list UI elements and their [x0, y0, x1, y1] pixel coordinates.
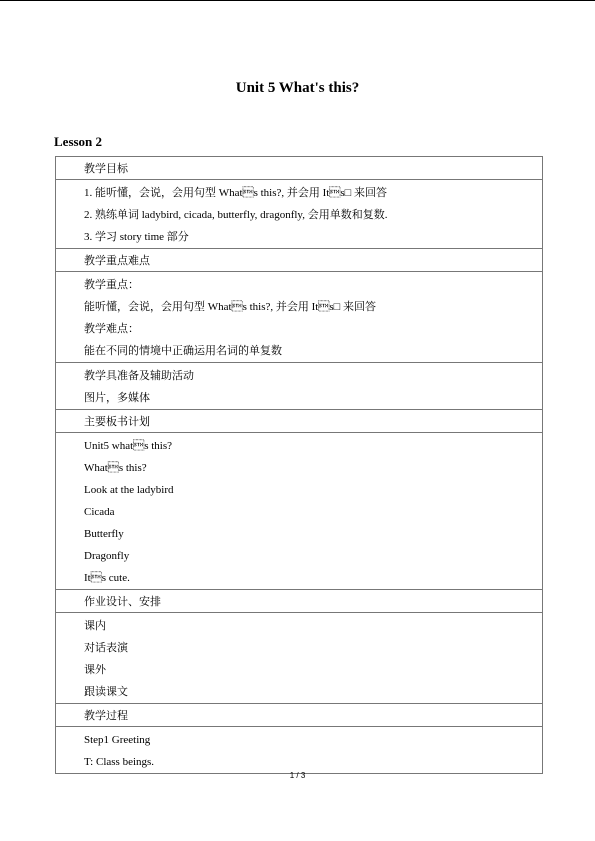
board-plan-line: Unit5 whats this? — [84, 440, 172, 452]
process-heading: 教学过程 — [56, 704, 543, 727]
process-body-row — [56, 727, 543, 774]
homework-line: 课内 — [84, 620, 106, 632]
homework-line: 对话表演 — [84, 642, 128, 654]
board-plan-body — [56, 433, 543, 590]
board-plan-line: Dragonfly — [84, 550, 130, 562]
top-rule — [0, 0, 595, 1]
key-point-line: 教学重点： — [84, 279, 139, 291]
key-point-line: 能在不同的情境中正确运用名词的单复数 — [84, 345, 282, 357]
objectives-body-row — [56, 180, 543, 249]
board-plan-line: Look at the ladybird — [84, 484, 174, 496]
homework-body-row — [56, 613, 543, 704]
key-points-body — [56, 272, 543, 363]
process-line: Step1 Greeting — [84, 734, 151, 746]
process-line: T: Class beings. — [84, 756, 155, 768]
materials-heading: 教学具准备及辅助活动 — [84, 370, 194, 382]
board-plan-header-row — [56, 410, 543, 433]
materials-row — [56, 363, 543, 410]
process-header-row — [56, 704, 543, 727]
key-points-header-row — [56, 249, 543, 272]
homework-header-row — [56, 590, 543, 613]
process-body — [56, 727, 543, 774]
objectives-body — [56, 180, 543, 249]
objective-line: 2. 熟练单词 ladybird, cicada, butterfly, dragonfly, 会用单数和复数. — [84, 209, 388, 221]
document-title: Unit 5 What's this? — [235, 80, 360, 96]
homework-line: 跟读课文 — [84, 686, 128, 698]
board-plan-body-row — [56, 433, 543, 590]
materials-line: 图片，多媒体 — [84, 392, 150, 404]
homework-body — [56, 613, 543, 704]
key-point-line: 教学难点： — [84, 323, 139, 335]
objective-line: 3. 学习 story time 部分 — [84, 231, 189, 243]
objectives-header-row — [56, 157, 543, 180]
board-plan-line: Its cute. — [84, 572, 130, 584]
materials-body — [56, 363, 543, 410]
board-plan-line: Whats this? — [84, 462, 147, 474]
key-points-heading: 教学重点难点 — [56, 249, 543, 272]
objective-line: 1. 能听懂，会说，会用句型 Whats this?, 并会用 Its□ 来回答 — [84, 187, 388, 199]
homework-heading: 作业设计、安排 — [56, 590, 543, 613]
board-plan-heading: 主要板书计划 — [56, 410, 543, 433]
page-number: 1 / 3 — [289, 771, 306, 780]
board-plan-line: Butterfly — [84, 528, 124, 540]
objectives-heading: 教学目标 — [56, 157, 543, 180]
key-points-body-row — [56, 272, 543, 363]
lesson-heading: Lesson 2 — [54, 134, 103, 149]
key-point-line: 能听懂，会说，会用句型 Whats this?, 并会用 Its□ 来回答 — [84, 301, 377, 313]
board-plan-line: Cicada — [84, 506, 115, 518]
lesson-plan-table — [55, 156, 543, 774]
homework-line: 课外 — [84, 664, 106, 676]
